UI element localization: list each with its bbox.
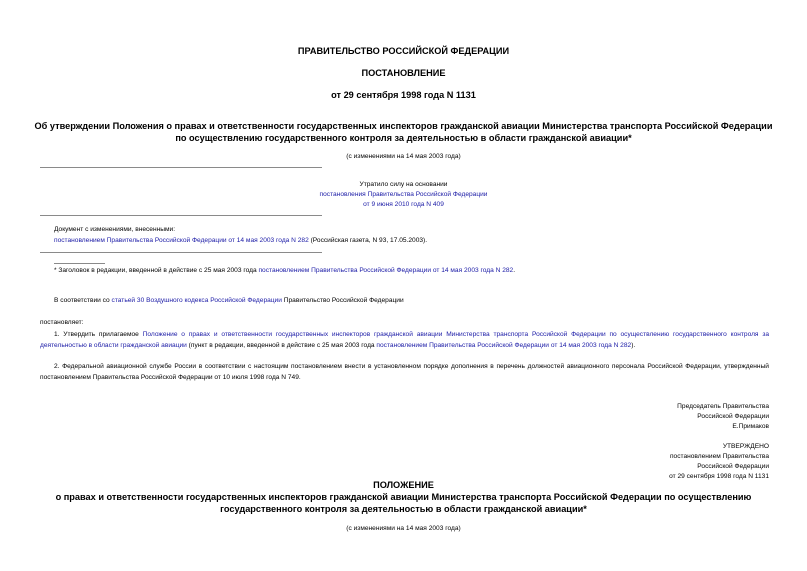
approved-title: УТВЕРЖДЕНО (722, 443, 769, 450)
divider (40, 167, 322, 168)
signature-org: Российской Федерации (697, 413, 769, 420)
invalid-basis-date-link[interactable]: от 9 июня 2010 года N 409 (363, 201, 444, 208)
document-date-number: от 29 сентября 1998 года N 1131 (331, 90, 476, 100)
changes-line (54, 237, 427, 244)
regulation-title-line-2: государственного контроля за деятельностью в области гражданской авиации* (220, 504, 587, 514)
document-type: ПОСТАНОВЛЕНИЕ (361, 68, 446, 78)
signature-title: Председатель Правительства (677, 403, 769, 410)
invalid-basis-link[interactable]: постановления Правительства Российской Федерации (319, 191, 488, 198)
air-code-link[interactable]: статьей 30 Воздушного кодекса Российской Федерации (111, 297, 282, 304)
document-title-line-1: Об утверждении Положения о правах и ответственности государственных инспекторов гражданской авиации Министерства транспорта Российской Федерации (34, 121, 773, 131)
regulation-link[interactable]: Положение о правах и ответственности государственных инспекторов гражданской авиации Министерства транспорта Российской Федерации по осуществлению государственного контроля за деятельностью в области гражданской авиации (40, 331, 770, 349)
approved-line-2: Российской Федерации (697, 463, 769, 470)
changes-label: Документ с изменениями, внесенными: (54, 226, 176, 233)
approved-line-1: постановлением Правительства (669, 453, 769, 460)
invalid-note: Утратило силу на основании (359, 181, 448, 188)
changes-source: (Российская газета, N 93, 17.05.2003). (308, 237, 428, 244)
footnote: * Заголовок в редакции, введенной в действие с 25 мая 2003 года постановлением Правительства Российской Федерации от 14 мая 2003 года N 282. (54, 267, 516, 274)
regulation-title-line-1: о правах и ответственности государственных инспекторов гражданской авиации Министерства транспорта Российской Федерации по осуществлению (55, 492, 752, 502)
document-title-line-2: по осуществлению государственного контроля за деятельностью в области гражданской авиации* (175, 133, 632, 143)
footnote-link[interactable]: постановлением Правительства Российской Федерации от 14 мая 2003 года N 282 (258, 267, 514, 274)
divider (40, 215, 322, 216)
regulation-title: ПОЛОЖЕНИЕ (373, 480, 434, 490)
amendment-note: (с изменениями на 14 мая 2003 года) (346, 153, 461, 160)
divider (40, 252, 322, 253)
government-heading: ПРАВИТЕЛЬСТВО РОССИЙСКОЙ ФЕДЕРАЦИИ (297, 46, 510, 56)
preamble: В соответствии со статьей 30 Воздушного кодекса Российской Федерации Правительство Российской Федерации (54, 297, 404, 304)
item-1: 1. Утвердить прилагаемое Положение о правах и ответственности государственных инспекторов гражданской авиации Министерства транспорта Российской Федерации по осуществлению государственного контроля за деятельностью в области гражданской авиации (пункт в редакции, введенной в действие с 25 мая 2003 года постановлением Правительства Российской Федерации от 14 мая 2003 года N 282). (40, 331, 770, 349)
footnote-divider (54, 263, 105, 264)
approved-line-3: от 29 сентября 1998 года N 1131 (669, 473, 769, 480)
changes-link[interactable]: постановлением Правительства Российской Федерации от 14 мая 2003 года N 282 (54, 237, 309, 244)
item-2: 2. Федеральной авиационной службе России в соответствии с настоящим постановлением внести в установленном порядке дополнения в перечень должностей авиационного персонала Российской Федерации, утвержденный постановлением Правительства Российской Федерации от 10 июля 1998 года N 749. (40, 363, 769, 381)
regulation-amendment-note: (с изменениями на 14 мая 2003 года) (346, 525, 461, 532)
amendment-link[interactable]: постановлением Правительства Российской Федерации от 14 мая 2003 года N 282 (376, 342, 632, 349)
signature-name: Е.Примаков (732, 423, 769, 430)
resolves-text: постановляет: (40, 319, 84, 326)
